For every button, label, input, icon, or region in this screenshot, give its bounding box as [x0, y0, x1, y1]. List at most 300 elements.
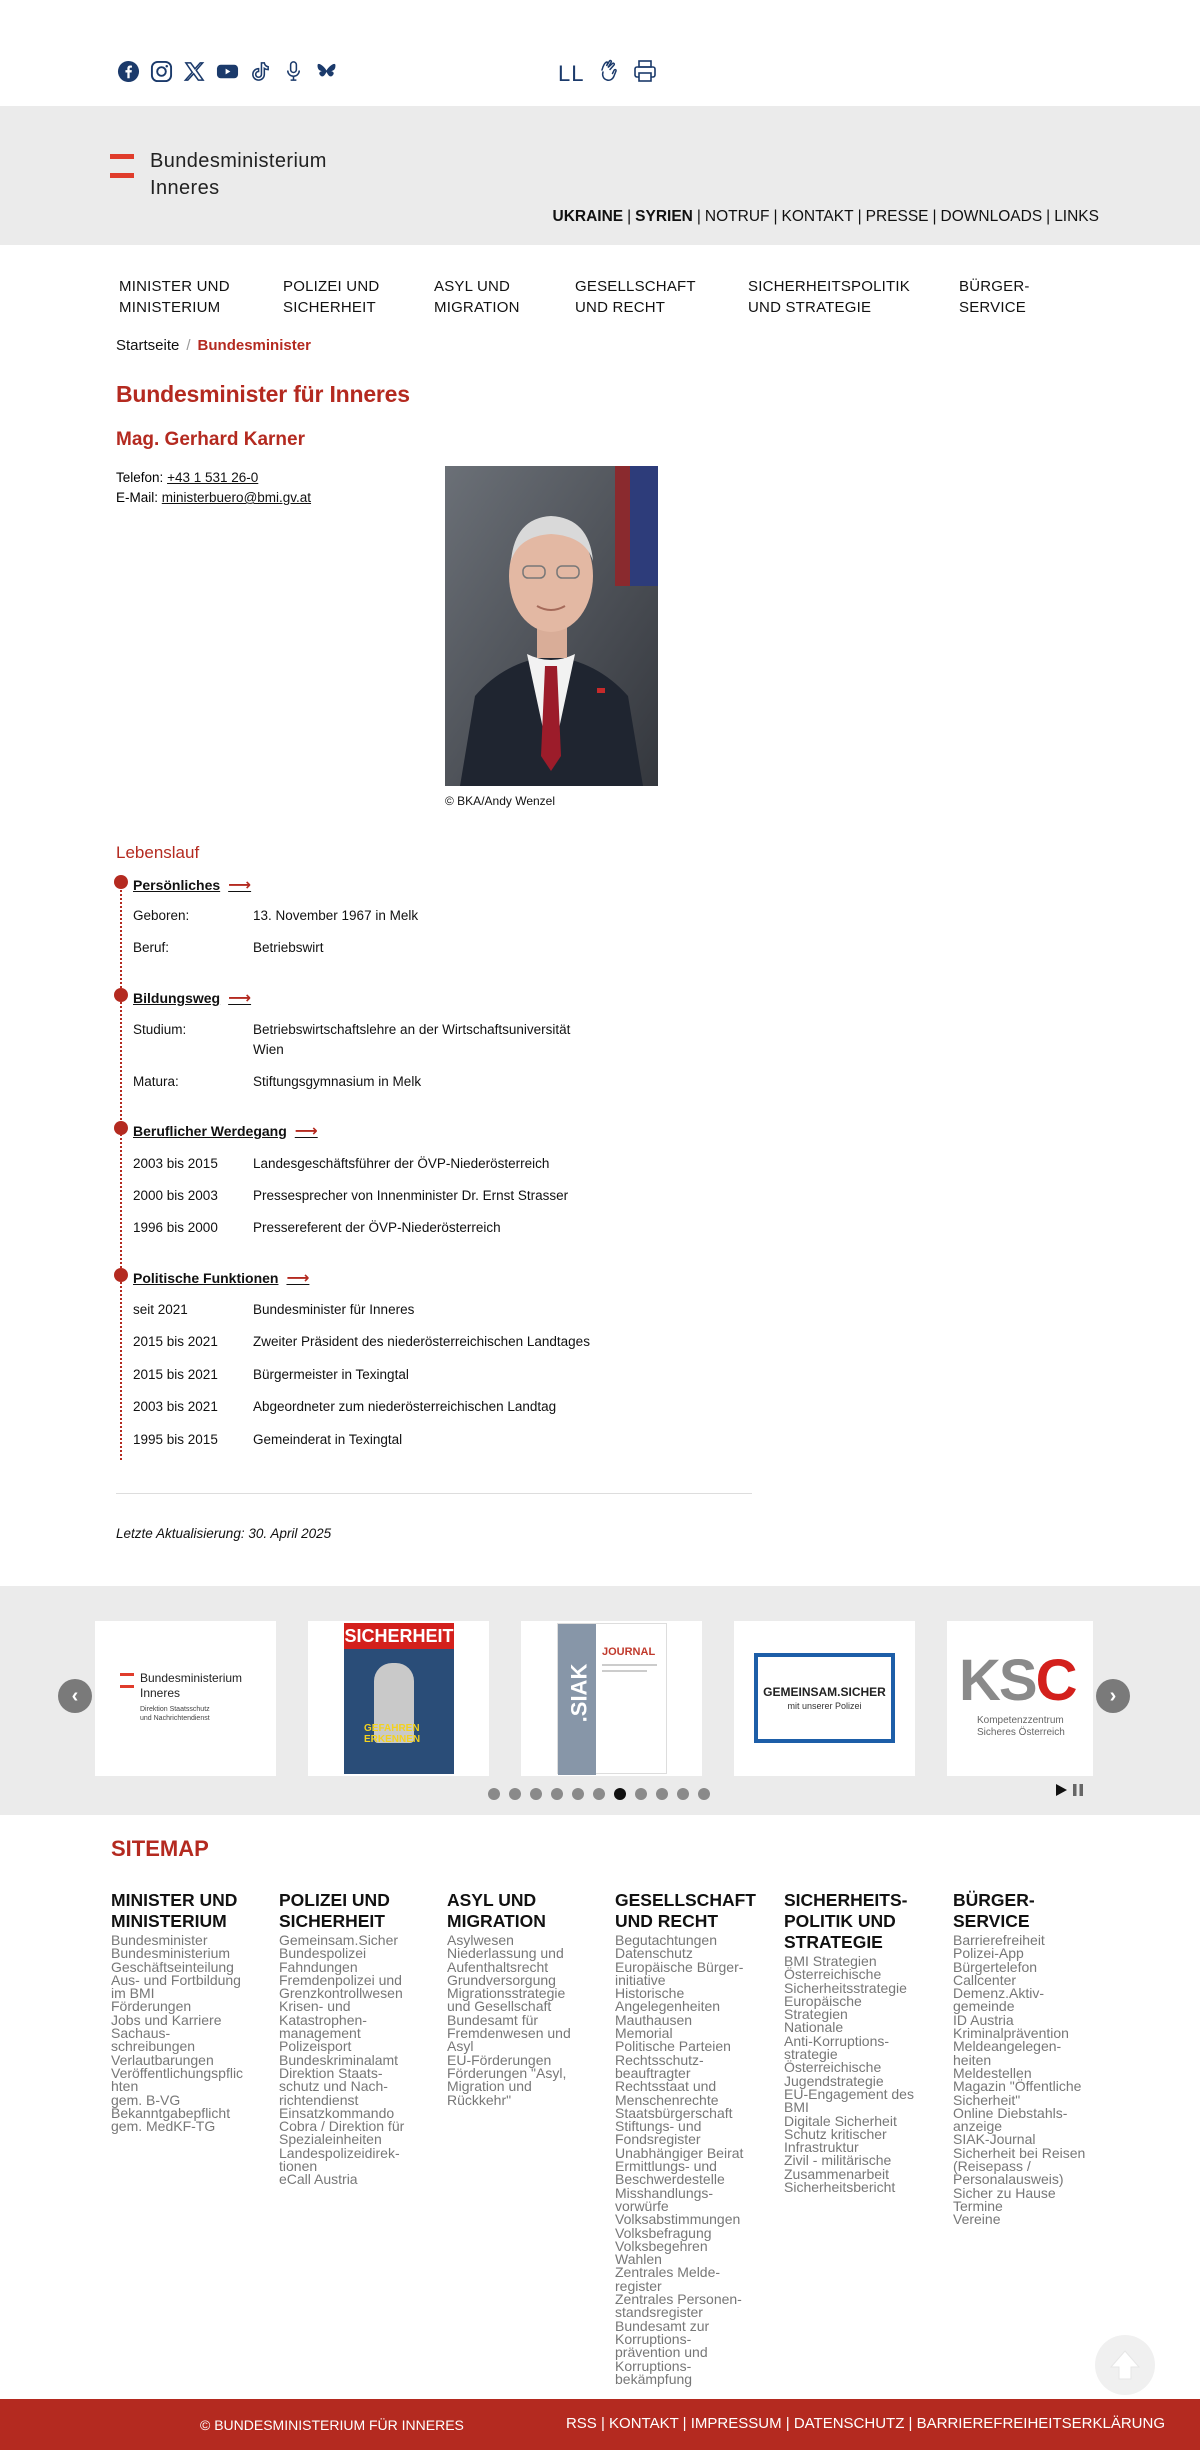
- sitemap-link[interactable]: heiten: [953, 2051, 992, 2068]
- arrow-right-icon: ⟶: [228, 990, 252, 1007]
- carousel-dot[interactable]: [488, 1788, 500, 1800]
- slide-text: GEFAHREN: [364, 1723, 420, 1734]
- sitemap-link[interactable]: Zusammenarbeit: [784, 2165, 890, 2182]
- sitemap-link[interactable]: Fondsregister: [615, 2131, 701, 2148]
- sitemap-links: [447, 1934, 607, 2107]
- sitemap-link[interactable]: Fremdenwesen und: [447, 2025, 571, 2042]
- cv-row-value: Stiftungsgymnasium in Melk: [253, 1074, 422, 1089]
- sitemap-link[interactable]: Strategien: [784, 2006, 848, 2023]
- sitemap-link[interactable]: Zivil - militärische: [784, 2152, 892, 2169]
- sitemap-link[interactable]: (Reisepass /: [953, 2158, 1031, 2175]
- cv-row-key: 2015 bis 2021: [133, 1367, 218, 1382]
- sitemap-link[interactable]: Bundespolizei: [279, 1945, 367, 1962]
- sitemap-link[interactable]: beauftragter: [615, 2064, 691, 2081]
- sitemap-link[interactable]: gem. MedKF-TG: [111, 2118, 216, 2135]
- sitemap-link[interactable]: Bundesminister: [111, 1932, 208, 1948]
- sitemap-link[interactable]: Jobs und Karriere: [111, 2011, 222, 2028]
- slide-text: und Nachrichtendienst: [140, 1715, 210, 1722]
- timeline-dot: [114, 875, 128, 889]
- podcast-icon[interactable]: [281, 59, 305, 83]
- sitemap-link[interactable]: Online Diebstahls-: [953, 2104, 1068, 2121]
- footer-links: RSS | KONTAKT | IMPRESSUM | DATENSCHUTZ | BARRIEREFREIHEITSERKLÄRUNG: [565, 2415, 1165, 2432]
- sitemap-links: [279, 1934, 439, 2187]
- sitemap-link[interactable]: ID Austria: [953, 2011, 1014, 2028]
- sitemap-link[interactable]: bekämpfung: [615, 2370, 693, 2387]
- sitemap-link[interactable]: Polizeisport: [279, 2038, 352, 2055]
- sitemap-link[interactable]: und Gesellschaft: [447, 1998, 552, 2015]
- cv-row-key: 2003 bis 2015: [133, 1156, 218, 1171]
- sitemap-column-heading[interactable]: [111, 1890, 271, 1932]
- phone-label: Telefon:: [116, 470, 164, 485]
- sitemap-link[interactable]: Sicher zu Hause: [953, 2184, 1056, 2201]
- sitemap-link[interactable]: Sicherheit": [953, 2091, 1021, 2108]
- cv-row-key: 2003 bis 2021: [133, 1399, 218, 1414]
- carousel-dot[interactable]: [677, 1788, 689, 1800]
- sitemap-heading-line: BÜRGER-: [953, 1890, 1035, 1910]
- slide-text: Inneres: [140, 1686, 181, 1700]
- logo-line-2: Inneres: [150, 177, 220, 199]
- sitemap-link[interactable]: hten: [111, 2078, 139, 2095]
- cv-row-value: Zweiter Präsident des niederösterreichischen Landtages: [253, 1334, 590, 1349]
- toplink-presse[interactable]: PRESSE: [865, 208, 929, 225]
- toplink-syrien[interactable]: SYRIEN: [635, 208, 693, 225]
- sitemap-column: [615, 1890, 775, 2386]
- nav-label: POLIZEI UND: [283, 278, 380, 295]
- carousel-dot[interactable]: [593, 1788, 605, 1800]
- sitemap-links: [111, 1934, 271, 2133]
- slide-text: GEMEINSAM.SICHER: [763, 1685, 886, 1699]
- sitemap-link[interactable]: Korruptions-: [615, 2357, 692, 2374]
- nav-polizei-und-sicherheit[interactable]: [283, 276, 379, 318]
- sitemap-link[interactable]: Begutachtungen: [615, 1932, 717, 1948]
- instagram-icon[interactable]: [149, 59, 173, 83]
- sitemap-link[interactable]: Schutz kritischer: [784, 2125, 887, 2142]
- carousel-prev-button[interactable]: [58, 1679, 92, 1713]
- cv-section-bildungsweg[interactable]: [133, 988, 251, 1008]
- sitemap-link[interactable]: Geschäftseinteilung: [111, 1958, 234, 1975]
- slide-text: SICHERHEIT: [344, 1623, 454, 1649]
- cv-row-key: Geboren:: [133, 908, 190, 923]
- nav-label: SICHERHEITSPOLITIK: [748, 278, 910, 295]
- sitemap-link[interactable]: Sachaus-: [111, 2025, 171, 2042]
- sitemap-link[interactable]: Krisen- und: [279, 1998, 351, 2015]
- main-navigation: [0, 245, 1200, 330]
- nav-label: ASYL UND: [434, 278, 511, 295]
- sitemap-link[interactable]: Rechtsschutz-: [615, 2051, 704, 2068]
- sitemap-link[interactable]: Polizei-App: [953, 1945, 1024, 1962]
- slide-text: KSC: [959, 1648, 1076, 1713]
- tiktok-icon[interactable]: [248, 59, 272, 83]
- photo-credit: © BKA/Andy Wenzel: [445, 794, 556, 808]
- carousel-dot[interactable]: [698, 1788, 710, 1800]
- sitemap-link[interactable]: Migration und: [447, 2078, 532, 2095]
- sitemap-link[interactable]: Digitale Sicherheit: [784, 2112, 897, 2129]
- toplink-downloads[interactable]: DOWNLOADS: [940, 208, 1043, 225]
- partner-carousel: [0, 1586, 1200, 1815]
- sitemap-link[interactable]: Zentrales Melde-: [615, 2264, 721, 2281]
- sitemap-link[interactable]: Asylwesen: [447, 1932, 514, 1948]
- slide-text: Sicheres Österreich: [977, 1727, 1065, 1738]
- cv-row-value: Bundesminister für Inneres: [253, 1302, 415, 1317]
- sitemap-link[interactable]: BMI Strategien: [784, 1953, 877, 1969]
- sitemap-link[interactable]: Kriminalprävention: [953, 2025, 1069, 2042]
- sitemap-link[interactable]: Europäische Bürger-: [615, 1958, 744, 1975]
- sitemap-column: [279, 1890, 439, 2187]
- slide-text: mit unserer Polizei: [787, 1701, 862, 1711]
- footer-link-rss[interactable]: RSS: [565, 2415, 597, 2432]
- sitemap-link[interactable]: Termine: [953, 2197, 1003, 2214]
- back-to-top-button[interactable]: [1095, 2335, 1155, 2395]
- sitemap-link[interactable]: Meldeangelegen-: [953, 2038, 1062, 2055]
- nav-asyl-und-migration[interactable]: [434, 276, 520, 318]
- nav-label: GESELLSCHAFT: [575, 278, 696, 295]
- sitemap-column-heading[interactable]: [784, 1890, 944, 1953]
- sitemap-link[interactable]: schutz und Nach-: [279, 2078, 388, 2095]
- sitemap-link[interactable]: standsregister: [615, 2304, 703, 2321]
- print-icon[interactable]: [632, 58, 658, 89]
- pause-icon[interactable]: [1073, 1783, 1083, 1801]
- sitemap-link[interactable]: Angelegenheiten: [615, 1998, 721, 2015]
- cv-row-key: 2000 bis 2003: [133, 1188, 218, 1203]
- footer-link-barrierefreiheit[interactable]: BARRIEREFREIHEITSERKLÄRUNG: [916, 2415, 1165, 2432]
- sitemap-link[interactable]: Unabhängiger Beirat: [615, 2144, 744, 2161]
- arrow-up-icon: [1105, 2345, 1145, 2385]
- sitemap-link[interactable]: Spezialeinheiten: [279, 2131, 382, 2148]
- carousel-dot[interactable]: [551, 1788, 563, 1800]
- sitemap-column: [447, 1890, 607, 2107]
- sitemap-link[interactable]: Europäische: [784, 1992, 862, 2009]
- cv-section-politische-funktionen[interactable]: [133, 1268, 309, 1288]
- sitemap-heading-line: MINISTERIUM: [111, 1911, 227, 1931]
- carousel-dot[interactable]: [572, 1788, 584, 1800]
- footer-link-impressum[interactable]: IMPRESSUM: [690, 2415, 782, 2432]
- sitemap-link[interactable]: Ermittlungs- und: [615, 2158, 717, 2175]
- sign-language-icon[interactable]: [595, 58, 621, 89]
- cv-row-value: Landesgeschäftsführer der ÖVP-Niederösterreich: [253, 1156, 550, 1171]
- x-icon[interactable]: [182, 59, 206, 83]
- easy-language-link[interactable]: LL: [558, 60, 585, 86]
- nav-gesellschaft-und-recht[interactable]: [575, 276, 696, 318]
- nav-label: UND STRATEGIE: [748, 299, 872, 316]
- sitemap-link[interactable]: initiative: [615, 1971, 666, 1988]
- content-divider: [116, 1493, 752, 1494]
- sitemap-link[interactable]: Magazin "Öffentliche: [953, 2078, 1082, 2095]
- sitemap-link[interactable]: Infrastruktur: [784, 2139, 859, 2156]
- sitemap-link[interactable]: Direktion Staats-: [279, 2064, 383, 2081]
- sitemap-link[interactable]: Bundesamt zur: [615, 2317, 710, 2334]
- sitemap-link[interactable]: Meldestellen: [953, 2064, 1032, 2081]
- sitemap-link[interactable]: Förderungen: [111, 1998, 192, 2015]
- minister-portrait: [445, 466, 658, 786]
- sitemap-link[interactable]: Zentrales Personen-: [615, 2291, 742, 2308]
- sitemap-link[interactable]: Stiftungs- und: [615, 2118, 702, 2135]
- sitemap-link[interactable]: Beschwerdestelle: [615, 2171, 725, 2188]
- slide-text: .SIAK: [566, 1663, 592, 1723]
- sitemap-link[interactable]: Barrierefreiheit: [953, 1932, 1045, 1948]
- sitemap-link[interactable]: Staatsbürgerschaft: [615, 2104, 733, 2121]
- sitemap-link[interactable]: gemeinde: [953, 1998, 1015, 2015]
- sitemap-heading-line: UND RECHT: [615, 1911, 719, 1931]
- site-header: [0, 106, 1200, 245]
- arrow-right-icon: ⟶: [228, 877, 252, 894]
- sitemap-link[interactable]: vorwürfe: [615, 2197, 669, 2214]
- sitemap-link[interactable]: Migrationsstrategie: [447, 1985, 566, 2002]
- breadcrumb: [116, 337, 311, 354]
- top-links: UKRAINE | SYRIEN | NOTRUF | KONTAKT | PRESSE | DOWNLOADS | LINKS: [552, 208, 1099, 225]
- cv-row-key: Beruf:: [133, 940, 170, 955]
- sitemap-link[interactable]: Politische Parteien: [615, 2038, 731, 2055]
- slide-text: Direktion Staatsschutz: [140, 1706, 210, 1713]
- sitemap-link[interactable]: Niederlassung und: [447, 1945, 564, 1962]
- carousel-dot[interactable]: [635, 1788, 647, 1800]
- sitemap-link[interactable]: schreibungen: [111, 2038, 196, 2055]
- sitemap-link[interactable]: SIAK-Journal: [953, 2131, 1036, 2148]
- nav-label: SICHERHEIT: [283, 299, 376, 316]
- carousel-next-button[interactable]: [1096, 1679, 1130, 1713]
- timeline-dot: [114, 1121, 128, 1135]
- nav-label: MIGRATION: [434, 299, 520, 316]
- sitemap-link[interactable]: Memorial: [615, 2025, 673, 2042]
- cv-section-persoenliches[interactable]: [133, 875, 251, 895]
- carousel-pagination: [488, 1788, 710, 1800]
- cv-row-key: seit 2021: [133, 1302, 188, 1317]
- sitemap-link[interactable]: Demenz.Aktiv-: [953, 1985, 1045, 2002]
- carousel-slide-siak-journal[interactable]: [521, 1621, 702, 1776]
- chevron-left-icon: ‹: [71, 1684, 79, 1707]
- sitemap-link[interactable]: Historische: [615, 1985, 685, 2002]
- site-footer: [0, 2399, 1200, 2450]
- nav-label: MINISTERIUM: [119, 299, 221, 316]
- sitemap-heading-line: SICHERHEITS-: [784, 1890, 908, 1910]
- timeline-line: [120, 882, 122, 1460]
- toplink-links[interactable]: LINKS: [1054, 208, 1099, 225]
- toplink-ukraine[interactable]: UKRAINE: [552, 208, 624, 225]
- sitemap-link[interactable]: strategie: [784, 2046, 838, 2063]
- footer-link-datenschutz[interactable]: DATENSCHUTZ: [793, 2415, 905, 2432]
- toplink-kontakt[interactable]: KONTAKT: [781, 208, 854, 225]
- sitemap-link[interactable]: Grenzkontrollwesen: [279, 1985, 403, 2002]
- sitemap-heading-line: GESELLSCHAFT: [615, 1890, 756, 1910]
- sitemap-column: [784, 1890, 944, 2194]
- carousel-slide-dsn[interactable]: [95, 1621, 276, 1776]
- slide-text: Bundesministerium: [140, 1671, 243, 1685]
- toplink-notruf[interactable]: NOTRUF: [704, 208, 770, 225]
- sitemap-link[interactable]: Österreichische: [784, 2059, 882, 2076]
- sitemap-link[interactable]: Bürgertelefon: [953, 1958, 1038, 1975]
- sitemap-link[interactable]: Volksabstimmungen: [615, 2211, 741, 2228]
- timeline-dot: [114, 1268, 128, 1282]
- sitemap-link[interactable]: Grundversorgung: [447, 1971, 556, 1988]
- sitemap-link[interactable]: Bundeskriminalamt: [279, 2051, 399, 2068]
- sitemap-link[interactable]: EU-Engagement des: [784, 2085, 914, 2102]
- cv-section-beruflicher-werdegang[interactable]: [133, 1121, 318, 1141]
- cv-row-value: Betriebswirt: [253, 940, 324, 955]
- logo-text: [150, 148, 327, 202]
- sitemap-link[interactable]: Jugendstrategie: [784, 2072, 884, 2089]
- sitemap-link[interactable]: Misshandlungs-: [615, 2184, 714, 2201]
- facebook-icon[interactable]: [116, 59, 140, 83]
- play-icon[interactable]: [1056, 1783, 1067, 1801]
- carousel-dot[interactable]: [530, 1788, 542, 1800]
- youtube-icon[interactable]: [215, 59, 239, 83]
- carousel-track: [95, 1621, 1093, 1776]
- sitemap-link[interactable]: Volksbegehren: [615, 2237, 708, 2254]
- sitemap-link[interactable]: Sicherheitsstrategie: [784, 1979, 907, 1996]
- sitemap-column: [111, 1890, 271, 2133]
- logo-line-1: Bundesministerium: [150, 150, 327, 172]
- social-links: [116, 59, 338, 83]
- cv-row-value: Pressereferent der ÖVP-Niederösterreich: [253, 1220, 501, 1235]
- sitemap-link[interactable]: Fremdenpolizei und: [279, 1971, 402, 1988]
- sitemap-link[interactable]: Bundesamt für: [447, 2011, 539, 2028]
- sitemap-link[interactable]: Bekanntgabepflicht: [111, 2104, 231, 2121]
- sitemap-link[interactable]: register: [615, 2277, 662, 2294]
- arrow-right-icon: ⟶: [294, 1123, 318, 1140]
- carousel-dot[interactable]: [614, 1788, 626, 1800]
- sitemap-link[interactable]: Vereine: [953, 2211, 1001, 2228]
- sitemap-link[interactable]: Mauthausen: [615, 2011, 693, 2028]
- austria-flag-icon: [110, 154, 134, 202]
- utility-bar: [0, 0, 1200, 106]
- cv-row-value: Abgeordneter zum niederösterreichischen Landtag: [253, 1399, 557, 1414]
- cv-row-key: 1995 bis 2015: [133, 1432, 218, 1447]
- sitemap-link[interactable]: Verlautbarungen: [111, 2051, 214, 2068]
- sitemap-link[interactable]: BMI: [784, 2099, 809, 2116]
- breadcrumb-home[interactable]: Startseite: [116, 337, 180, 354]
- section-heading[interactable]: Persönliches: [133, 877, 221, 893]
- nav-label: UND RECHT: [575, 299, 666, 316]
- footer-copyright: © BUNDESMINISTERIUM FÜR INNERES: [200, 2417, 464, 2433]
- sitemap-link[interactable]: Landespolizeidirek-: [279, 2144, 400, 2161]
- sitemap-link[interactable]: Callcenter: [953, 1971, 1017, 1988]
- phone-link[interactable]: +43 1 531 26-0: [167, 470, 259, 485]
- carousel-slide-ksoe[interactable]: [947, 1621, 1093, 1776]
- sitemap-link[interactable]: management: [279, 2025, 361, 2042]
- nav-minister-und-ministerium[interactable]: [119, 276, 230, 318]
- sitemap-link[interactable]: Rückkehr": [447, 2091, 512, 2108]
- sitemap-link[interactable]: Gemeinsam.Sicher: [279, 1932, 399, 1948]
- cv-title: Lebenslauf: [116, 843, 200, 862]
- sitemap-link[interactable]: Aus- und Fortbildung: [111, 1971, 241, 1988]
- sitemap-link[interactable]: gem. B-VG: [111, 2091, 181, 2108]
- sitemap-link[interactable]: Förderungen "Asyl,: [447, 2064, 567, 2081]
- cv-row-value: Bürgermeister in Texingtal: [253, 1367, 409, 1382]
- sitemap-heading-line: SERVICE: [953, 1911, 1030, 1931]
- sitemap-link[interactable]: Datenschutz: [615, 1945, 693, 1962]
- nav-sicherheitspolitik-und-strategie[interactable]: [748, 276, 910, 318]
- bluesky-icon[interactable]: [314, 59, 338, 83]
- carousel-slide-sicherheit-magazin[interactable]: [308, 1621, 489, 1776]
- nav-label: BÜRGER-: [959, 278, 1030, 295]
- sitemap-link[interactable]: Veröffentlichungspflic: [111, 2064, 244, 2081]
- sitemap-link[interactable]: Menschenrechte: [615, 2091, 719, 2108]
- sitemap-column-heading[interactable]: [279, 1890, 439, 1932]
- section-heading[interactable]: Beruflicher Werdegang: [133, 1123, 287, 1139]
- sitemap-link[interactable]: tionen: [279, 2158, 318, 2175]
- carousel-slide-gemeinsam-sicher[interactable]: [734, 1621, 915, 1776]
- page-title: Bundesminister für Inneres: [116, 381, 410, 407]
- last-updated: Letzte Aktualisierung: 30. April 2025: [116, 1526, 332, 1541]
- section-heading[interactable]: Politische Funktionen: [133, 1270, 279, 1286]
- sitemap-link[interactable]: Sicherheit bei Reisen: [953, 2144, 1086, 2161]
- sitemap-title: SITEMAP: [111, 1836, 209, 1861]
- sitemap-links: [784, 1955, 944, 2194]
- sitemap-link[interactable]: Rechtsstaat und: [615, 2078, 717, 2095]
- sitemap-link[interactable]: eCall Austria: [279, 2171, 358, 2188]
- breadcrumb-current: Bundesminister: [197, 337, 311, 354]
- email-link[interactable]: ministerbuero@bmi.gv.at: [161, 490, 312, 505]
- sitemap-link[interactable]: prävention und: [615, 2344, 708, 2361]
- sitemap-column-heading[interactable]: [953, 1890, 1113, 1932]
- cv-row-key: 1996 bis 2000: [133, 1220, 218, 1235]
- sitemap-links: [615, 1934, 775, 2386]
- sitemap-link[interactable]: Wahlen: [615, 2251, 662, 2268]
- sitemap-link[interactable]: Bundesministerium: [111, 1945, 231, 1962]
- sitemap-heading-line: POLIZEI UND: [279, 1890, 390, 1910]
- sitemap-heading-line: MIGRATION: [447, 1911, 546, 1931]
- nav-label: MINISTER UND: [119, 278, 230, 295]
- sitemap-link[interactable]: Volksbefragung: [615, 2224, 712, 2241]
- nav-buergerservice[interactable]: [959, 276, 1030, 318]
- cv-row-value: Betriebswirtschaftslehre an der Wirtschaftsuniversität Wien: [253, 1022, 571, 1057]
- contact-info: [116, 468, 311, 508]
- breadcrumb-separator: /: [186, 337, 191, 354]
- sitemap-heading-line: POLITIK UND: [784, 1911, 896, 1931]
- sitemap-link[interactable]: anzeige: [953, 2118, 1003, 2135]
- sitemap-link[interactable]: Korruptions-: [615, 2330, 692, 2347]
- slide-text: Kompetenzzentrum: [977, 1715, 1064, 1726]
- sitemap-link[interactable]: Aufenthaltsrecht: [447, 1958, 549, 1975]
- chevron-right-icon: ›: [1109, 1684, 1117, 1707]
- sitemap-links: [953, 1934, 1113, 2227]
- sitemap-link[interactable]: Personalausweis): [953, 2171, 1064, 2188]
- sitemap-heading-line: SICHERHEIT: [279, 1911, 385, 1931]
- minister-name: Mag. Gerhard Karner: [116, 429, 305, 450]
- sitemap-heading-line: MINISTER UND: [111, 1890, 238, 1910]
- sitemap-column-heading[interactable]: [615, 1890, 775, 1932]
- sitemap-link[interactable]: Anti-Korruptions-: [784, 2032, 890, 2049]
- sitemap-link[interactable]: Cobra / Direktion für: [279, 2118, 405, 2135]
- accessibility-tools: [558, 58, 658, 89]
- sitemap-link[interactable]: Sicherheitsbericht: [784, 2179, 896, 2196]
- email-label: E-Mail:: [116, 490, 159, 505]
- sitemap-link[interactable]: im BMI: [111, 1985, 155, 2002]
- sitemap-column-heading[interactable]: [447, 1890, 607, 1932]
- footer-link-kontakt[interactable]: KONTAKT: [609, 2415, 679, 2432]
- sitemap-link[interactable]: Katastrophen-: [279, 2011, 367, 2028]
- carousel-dot[interactable]: [509, 1788, 521, 1800]
- bmi-logo[interactable]: [110, 148, 327, 202]
- cv-row-value: Gemeinderat in Texingtal: [253, 1432, 403, 1447]
- cv-row-key: 2015 bis 2021: [133, 1334, 218, 1349]
- carousel-dot[interactable]: [656, 1788, 668, 1800]
- sitemap-link[interactable]: Nationale: [784, 2019, 844, 2036]
- sitemap-link[interactable]: Asyl: [447, 2038, 474, 2055]
- section-heading[interactable]: Bildungsweg: [133, 990, 221, 1006]
- sitemap-link[interactable]: richtendienst: [279, 2091, 359, 2108]
- sitemap-link[interactable]: Einsatzkommando: [279, 2104, 395, 2121]
- sitemap-heading-line: ASYL UND: [447, 1890, 537, 1910]
- sitemap-link[interactable]: Fahndungen: [279, 1958, 358, 1975]
- sitemap-column: [953, 1890, 1113, 2227]
- arrow-right-icon: ⟶: [286, 1270, 310, 1287]
- cv-row-key: Matura:: [133, 1074, 179, 1089]
- cv-row-key: Studium:: [133, 1022, 187, 1037]
- sitemap-link[interactable]: EU-Förderungen: [447, 2051, 552, 2068]
- timeline-dot: [114, 988, 128, 1002]
- carousel-controls: [1056, 1783, 1083, 1801]
- sitemap-link[interactable]: Österreichische: [784, 1966, 882, 1983]
